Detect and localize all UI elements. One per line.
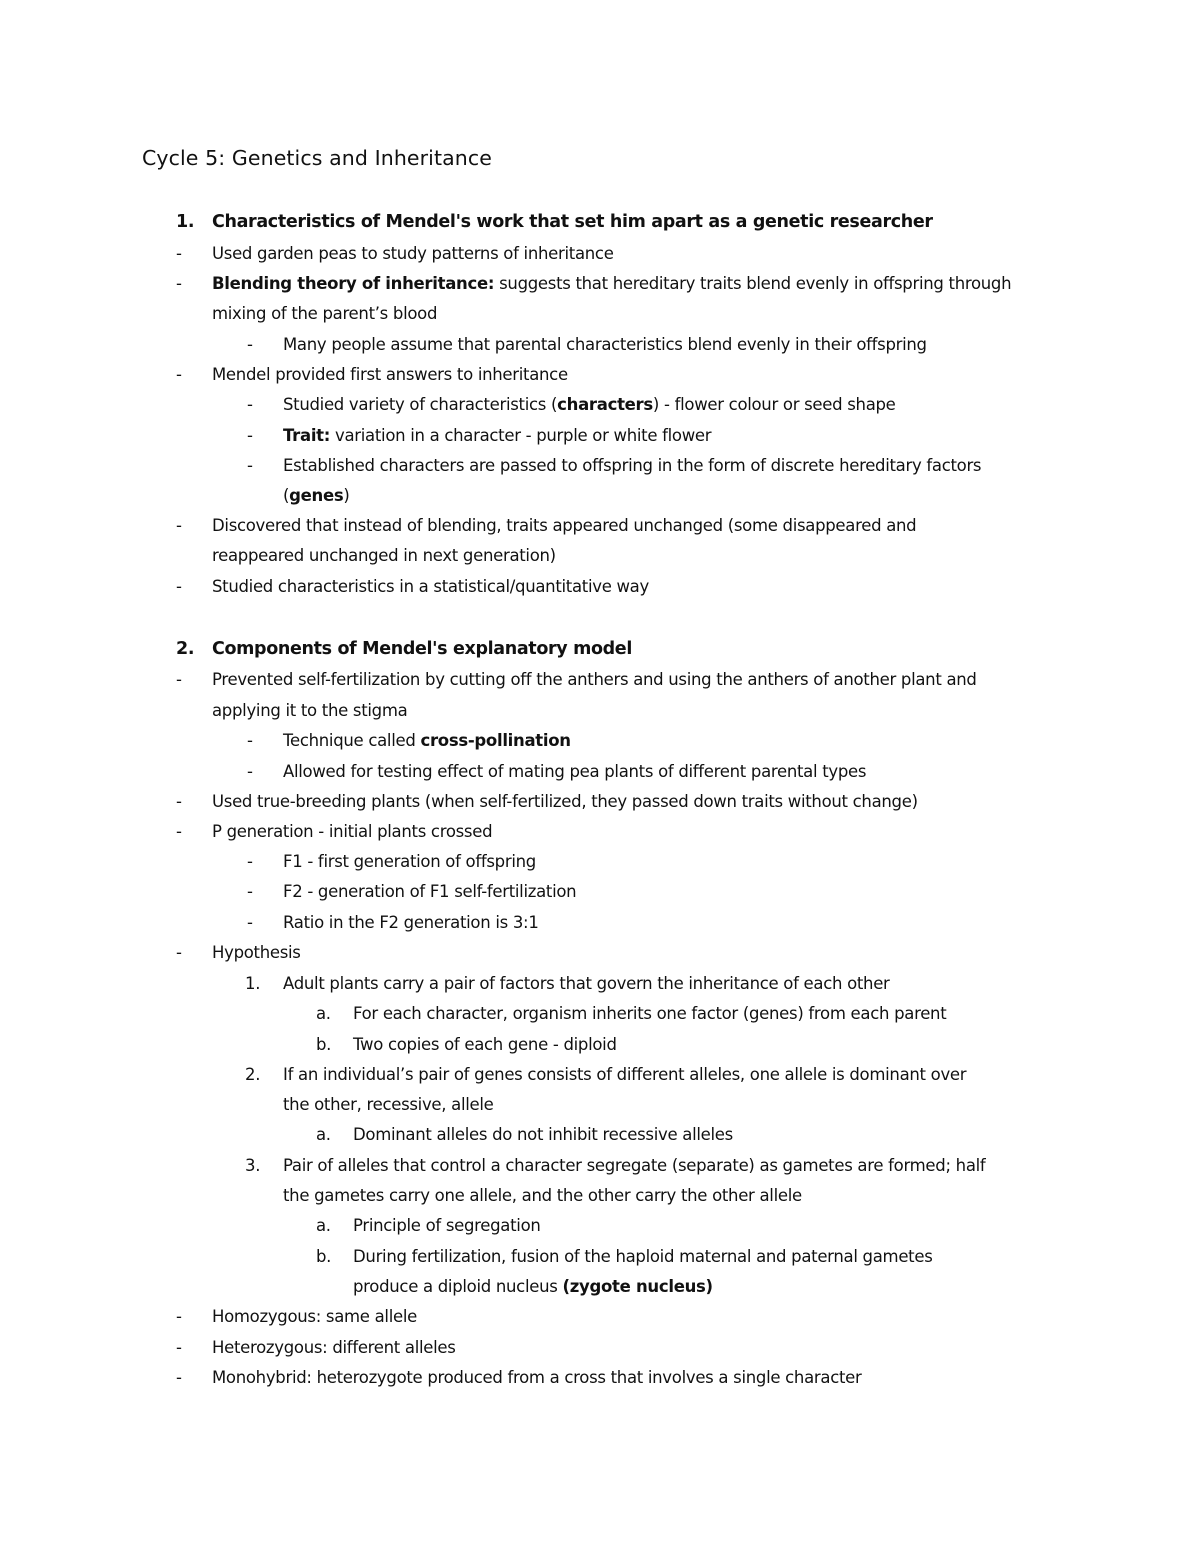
list-item-text — [283, 421, 711, 451]
list-item-text: Hypothesis — [212, 943, 301, 962]
bullet-dash: - — [247, 852, 253, 871]
text-part: produce a diploid nucleus — [353, 1277, 558, 1296]
list-item-text: For each character, organism inherits one factor (genes) from each parent — [353, 1004, 947, 1023]
list-item-text: F1 - first generation of offspring — [283, 852, 536, 871]
list-item-text: applying it to the stigma — [212, 701, 408, 720]
list-item-text: During fertilization, fusion of the haploid maternal and paternal gametes — [353, 1247, 933, 1266]
term: (zygote nucleus) — [562, 1277, 713, 1296]
list-item-text: mixing of the parent’s blood — [212, 304, 438, 323]
bullet-dash: - — [247, 335, 253, 354]
text-part: ) — [343, 486, 350, 505]
item-letter: a. — [316, 1004, 331, 1023]
term: characters — [557, 395, 653, 414]
bullet-dash: - — [176, 365, 182, 384]
list-item-text — [353, 1272, 713, 1302]
list-item-text — [283, 726, 571, 756]
item-letter: a. — [316, 1125, 331, 1144]
bullet-dash: - — [176, 792, 182, 811]
section-title: Components of Mendel's explanatory model — [212, 639, 632, 659]
term: genes — [289, 486, 344, 505]
bullet-dash: - — [247, 395, 253, 414]
list-item-text: the gametes carry one allele, and the other carry the other allele — [283, 1186, 802, 1205]
section-title: Characteristics of Mendel's work that set him apart as a genetic researcher — [212, 212, 933, 232]
term: Blending theory of inheritance: — [212, 274, 495, 293]
list-item-text: Established characters are passed to offspring in the form of discrete hereditary factors — [283, 456, 982, 475]
list-item-text: Heterozygous: different alleles — [212, 1338, 456, 1357]
text-part: Technique called — [283, 731, 416, 750]
list-item-text — [283, 390, 896, 420]
bullet-dash: - — [176, 516, 182, 535]
list-item-text: Studied characteristics in a statistical/quantitative way — [212, 577, 649, 596]
term: Trait: — [283, 426, 331, 445]
list-item-text: Prevented self-fertilization by cutting off the anthers and using the anthers of another plant and — [212, 670, 977, 689]
bullet-dash: - — [247, 731, 253, 750]
bullet-dash: - — [247, 762, 253, 781]
text-part: ) - flower colour or seed shape — [652, 395, 896, 414]
page-title: Cycle 5: Genetics and Inheritance — [142, 146, 492, 170]
list-item-text: Dominant alleles do not inhibit recessive alleles — [353, 1125, 733, 1144]
item-letter: a. — [316, 1216, 331, 1235]
list-item-text: Allowed for testing effect of mating pea plants of different parental types — [283, 762, 867, 781]
list-item-text: F2 - generation of F1 self-fertilization — [283, 882, 577, 901]
list-item-text: Principle of segregation — [353, 1216, 541, 1235]
bullet-dash: - — [176, 1307, 182, 1326]
bullet-dash: - — [176, 577, 182, 596]
bullet-dash: - — [176, 274, 182, 293]
list-item-text: If an individual’s pair of genes consists of different alleles, one allele is dominant over — [283, 1065, 967, 1084]
bullet-dash: - — [247, 882, 253, 901]
list-item-text: Ratio in the F2 generation is 3:1 — [283, 913, 539, 932]
bullet-dash: - — [176, 1368, 182, 1387]
bullet-dash: - — [176, 822, 182, 841]
list-item-text: Monohybrid: heterozygote produced from a cross that involves a single character — [212, 1368, 862, 1387]
item-number: 1. — [245, 974, 261, 993]
section-number: 1. — [176, 212, 195, 232]
definition: variation in a character - purple or white flower — [335, 426, 712, 445]
item-number: 2. — [245, 1065, 261, 1084]
bullet-dash: - — [247, 913, 253, 932]
bullet-dash: - — [176, 943, 182, 962]
list-item-text: Two copies of each gene - diploid — [353, 1035, 617, 1054]
text-part: Studied variety of characteristics ( — [283, 395, 558, 414]
item-letter: b. — [316, 1247, 332, 1266]
bullet-dash: - — [247, 426, 253, 445]
section-number: 2. — [176, 639, 195, 659]
bullet-dash: - — [247, 456, 253, 475]
list-item-text: the other, recessive, allele — [283, 1095, 494, 1114]
bullet-dash: - — [176, 1338, 182, 1357]
term: cross-pollination — [420, 731, 571, 750]
list-item-text: Pair of alleles that control a character segregate (separate) as gametes are formed; half — [283, 1156, 986, 1175]
list-item-text: Mendel provided first answers to inheritance — [212, 365, 568, 384]
item-letter: b. — [316, 1035, 332, 1054]
text-part: ( — [283, 486, 290, 505]
item-number: 3. — [245, 1156, 261, 1175]
bullet-dash: - — [176, 244, 182, 263]
list-item-text: Homozygous: same allele — [212, 1307, 417, 1326]
definition: suggests that hereditary traits blend evenly in offspring through — [499, 274, 1012, 293]
list-item-text: P generation - initial plants crossed — [212, 822, 493, 841]
list-item-text — [283, 481, 350, 511]
list-item-text: Discovered that instead of blending, traits appeared unchanged (some disappeared and — [212, 516, 917, 535]
list-item-text: Adult plants carry a pair of factors that govern the inheritance of each other — [283, 974, 890, 993]
list-item-text: Many people assume that parental characteristics blend evenly in their offspring — [283, 335, 927, 354]
list-item-text: reappeared unchanged in next generation) — [212, 546, 556, 565]
list-item-text: Used true-breeding plants (when self-fertilized, they passed down traits without change) — [212, 792, 918, 811]
list-item-text — [212, 269, 1011, 299]
bullet-dash: - — [176, 670, 182, 689]
list-item-text: Used garden peas to study patterns of inheritance — [212, 244, 614, 263]
